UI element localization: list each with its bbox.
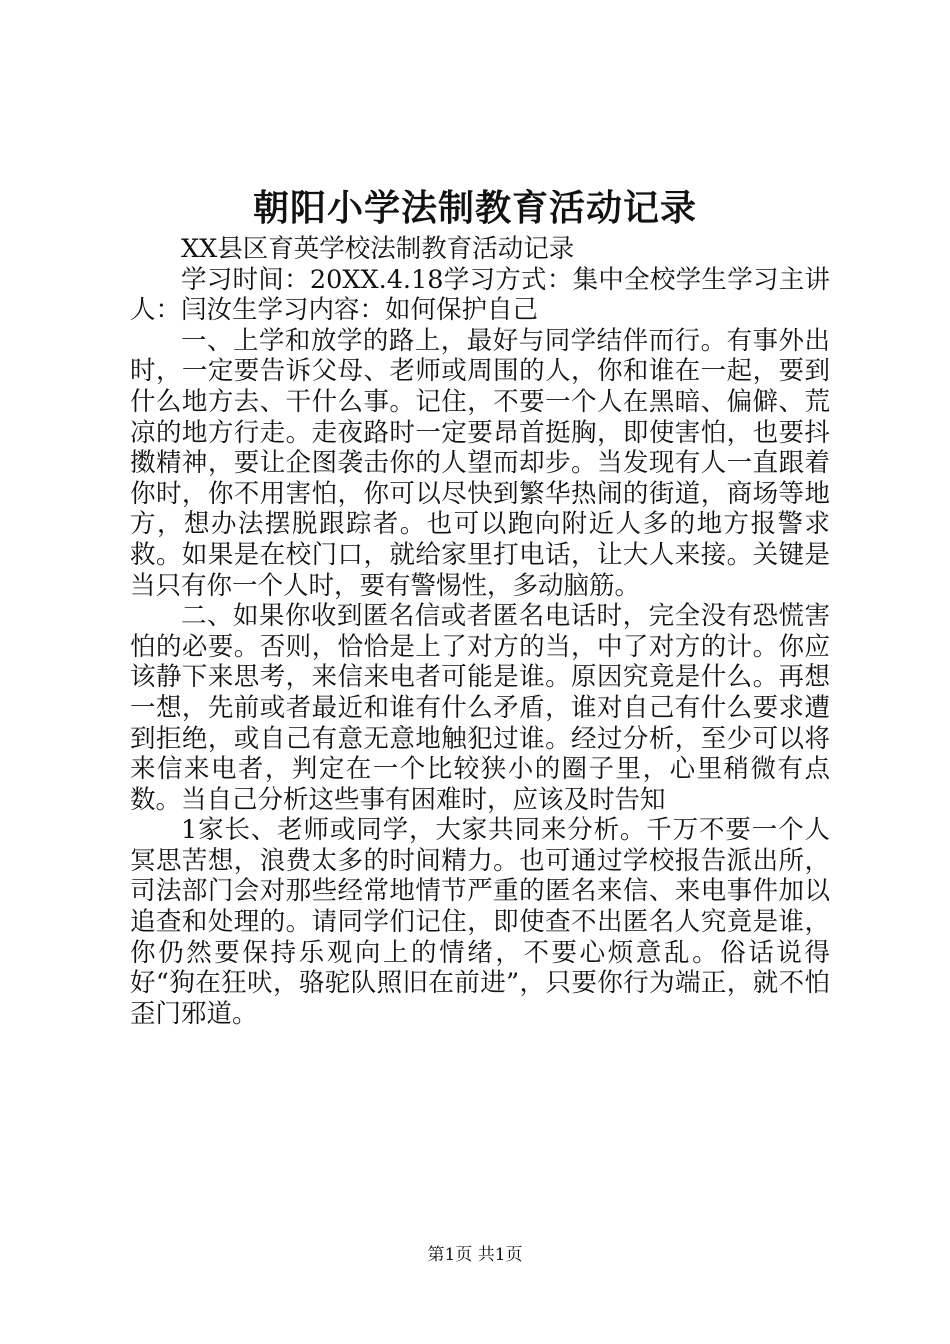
paragraph-section-two: 二、如果你收到匿名信或者匿名电话时，完全没有恐慌害怕的必要。否则，恰恰是上了对方的当，中了对方的计。你应该静下来思考，来信来电者可能是谁。原因究竟是什么。再想一想，先前或者最近和谁有什么矛盾，谁对自己有什么要求遭到拒绝，或自己有意无意地触犯过谁。经过分析，至少可以将来信来电者，判定在一个比较狭小的圈子里，心里稍微有点数。当自己分析这些事有困难时，应该及时告知	[130, 601, 830, 815]
school-record-heading: XX县区育英学校法制教育活动记录	[181, 234, 575, 264]
study-info-paragraph: 学习时间：20XX.4.18学习方式：集中全校学生学习主讲人：闫汝生学习内容：如何保护自己	[130, 264, 830, 326]
document-title: 朝阳小学法制教育活动记录	[252, 187, 697, 229]
paragraph-continuation: 1家长、老师或同学，大家共同来分析。千万不要一个人冥思苦想，浪费太多的时间精力。也可通过学校报告派出所，司法部门会对那些经常地情节严重的匿名来信、来电事件加以追查和处理的。请同学们记住，即使查不出匿名人究竟是谁，你仍然要保持乐观向上的情绪，不要心烦意乱。俗话说得好“狗在狂吠，骆驼队照旧在前进”，只要你行为端正，就不怕歪门邪道。	[130, 815, 830, 1029]
document-body	[130, 234, 830, 1029]
paragraph-section-one: 一、上学和放学的路上，最好与同学结伴而行。有事外出时，一定要告诉父母、老师或周围的人，你和谁在一起，要到什么地方去、干什么事。记住，不要一个人在黑暗、偏僻、荒凉的地方行走。走夜路时一定要昂首挺胸，即使害怕，也要抖擞精神，要让企图袭击你的人望而却步。当发现有人一直跟着你时，你不用害怕，你可以尽快到繁华热闹的街道，商场等地方，想办法摆脱跟踪者。也可以跑向附近人多的地方报警求救。如果是在校门口，就给家里打电话，让大人来接。关键是当只有你一个人时，要有警惕性，多动脑筋。	[130, 325, 830, 601]
page-number-footer: 第1页 共1页	[427, 1245, 523, 1265]
